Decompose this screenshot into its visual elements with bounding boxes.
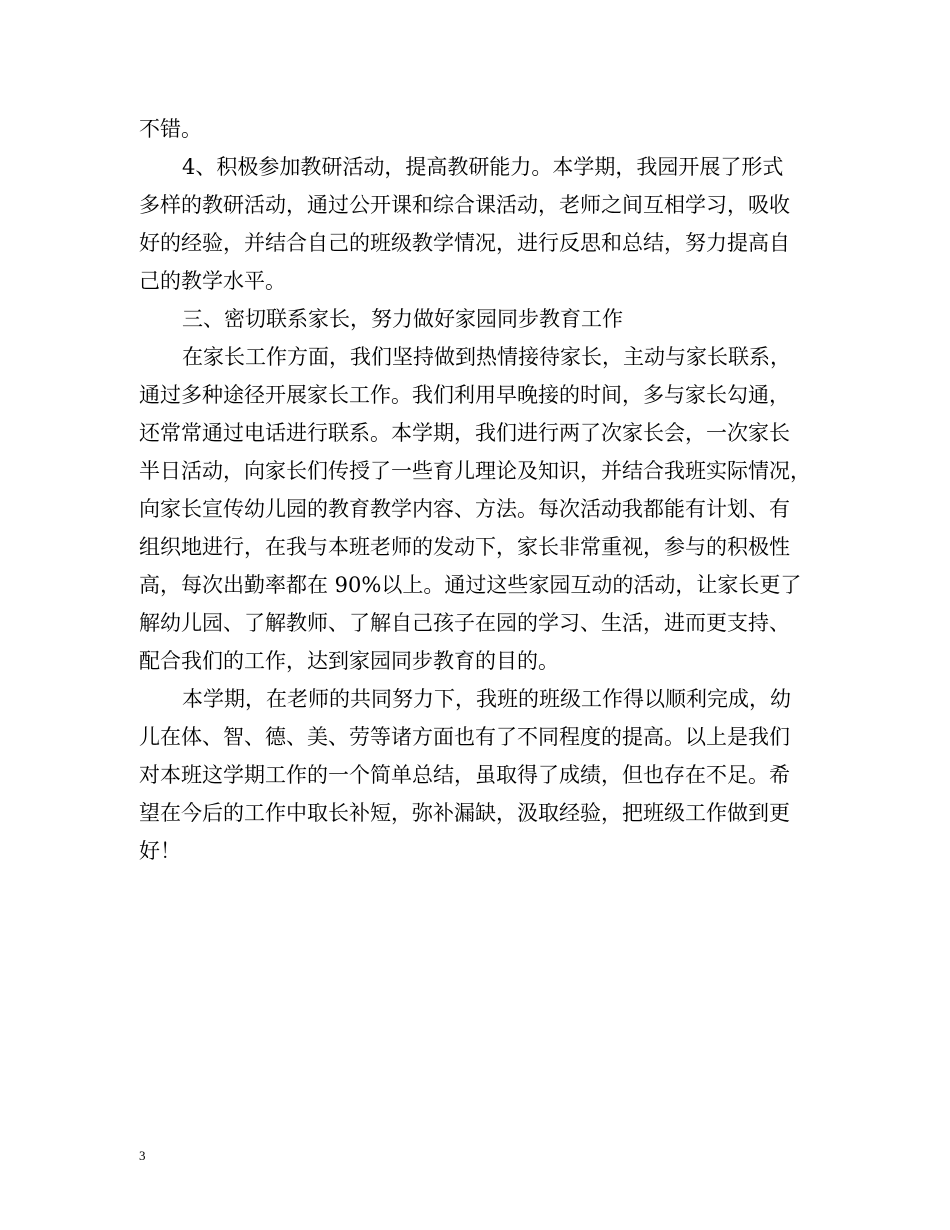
text-line: 多样的教研活动，通过公开课和综合课活动，老师之间互相学习，吸收 [139,193,790,217]
text-line: 通过多种途径开展家长工作。我们利用早晚接的时间，多与家长勾通， [139,383,790,407]
text-line: 半日活动，向家长们传授了一些育儿理论及知识，并结合我班实际情况， [139,459,811,483]
text-line: 己的教学水平。 [139,269,286,293]
text-line: 好！ [139,839,181,863]
paragraph-start-line: 本学期，在老师的共同努力下，我班的班级工作得以顺利完成，幼 [182,687,791,711]
text-line: 对本班这学期工作的一个简单总结，虽取得了成绩，但也存在不足。希 [139,763,790,787]
text-line: 儿在体、智、德、美、劳等诸方面也有了不同程度的提高。以上是我们 [139,725,790,749]
text-line: 还常常通过电话进行联系。本学期，我们进行两了次家长会，一次家长 [139,421,790,445]
page-number: 3 [139,1148,146,1163]
text-line: 解幼儿园、了解教师、了解自己孩子在园的学习、生活，进而更支持、 [139,611,790,635]
text-line: 高，每次出勤率都在 90%以上。通过这些家园互动的活动，让家长更了 [139,573,802,597]
text-line: 向家长宣传幼儿园的教育教学内容、方法。每次活动我都能有计划、有 [139,497,790,521]
section-heading: 三、密切联系家长，努力做好家园同步教育工作 [182,307,623,331]
text-line: 配合我们的工作，达到家园同步教育的目的。 [139,649,559,673]
text-line: 好的经验，并结合自己的班级教学情况，进行反思和总结，努力提高自 [139,231,790,255]
text-line: 望在今后的工作中取长补短，弥补漏缺，汲取经验，把班级工作做到更 [139,801,790,825]
text-line: 组织地进行，在我与本班老师的发动下，家长非常重视，参与的积极性 [139,535,790,559]
text-line: 不错。 [139,117,202,141]
paragraph-start-line: 4、积极参加教研活动，提高教研能力。本学期，我园开展了形式 [182,155,784,179]
paragraph-start-line: 在家长工作方面，我们坚持做到热情接待家长，主动与家长联系， [182,345,791,369]
